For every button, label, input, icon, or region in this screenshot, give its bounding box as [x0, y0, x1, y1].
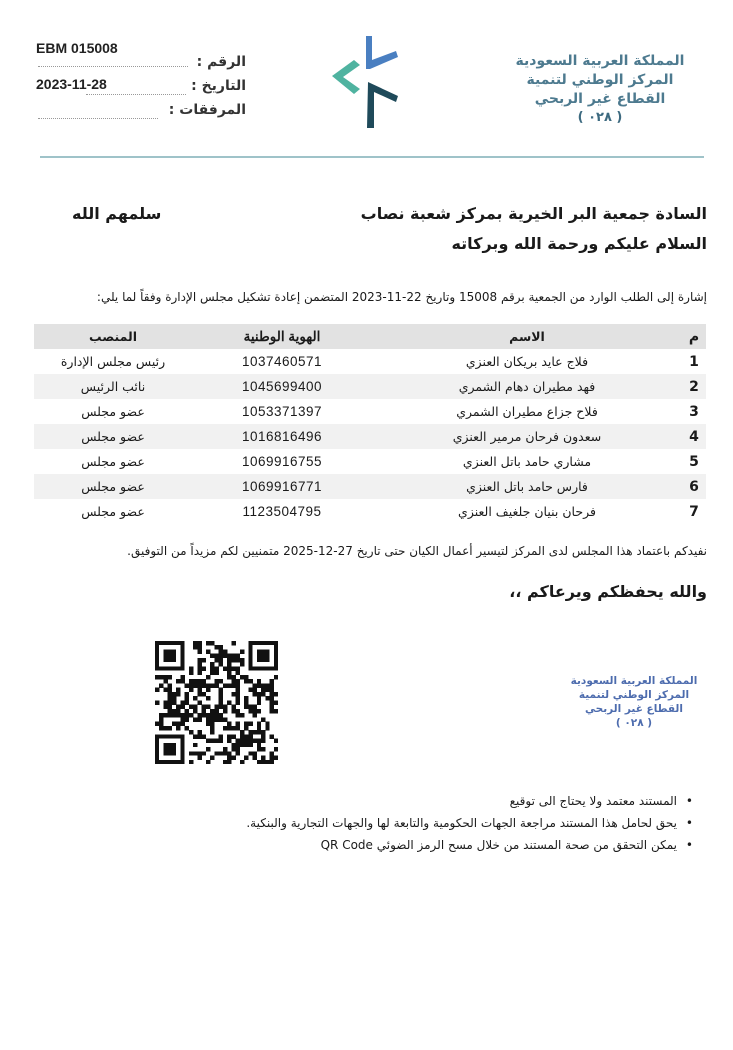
row-role: عضو مجلس [81, 404, 145, 419]
table-row [34, 399, 706, 424]
row-role: عضو مجلس [81, 504, 145, 519]
reference-number-line [36, 40, 256, 70]
org-line-country: المملكة العربية السعودية [515, 53, 685, 69]
document-notes [133, 790, 693, 856]
header-no: م [682, 324, 706, 349]
reference-date-line [36, 76, 256, 100]
row-name: مشاري حامد باتل العنزي [462, 454, 592, 469]
row-id: 1037460571 [241, 354, 323, 369]
row-id: 1069916771 [192, 474, 372, 499]
row-role: نائب الرئيس [34, 374, 192, 399]
table-row [34, 474, 706, 499]
table-row [34, 499, 706, 524]
row-name: فرحان بنيان جلغيف العنزي [458, 504, 596, 519]
table-row [34, 374, 706, 399]
list-item: • المستند معتمد ولا يحتاج الى توقيع [133, 790, 693, 812]
letter-intro: إشارة إلى الطلب الوارد من الجمعية برقم 15008 وتاريخ 22-11-2023 المتضمن إعادة تشكيل مجلس الإدارة وفقاً لما يلي: [96, 290, 707, 304]
row-id: 1123504795 [242, 504, 322, 519]
table-row [34, 449, 706, 474]
reference-number-dots [38, 66, 188, 67]
org-line-code: ( ٠٢٨ ) [577, 110, 623, 125]
row-id: 1069916755 [241, 454, 323, 469]
row-no: 2 [682, 374, 706, 399]
row-name: فارس حامد باتل العنزي [372, 474, 682, 499]
reference-number-label: الرقم : [196, 54, 246, 70]
reference-attachments-label: المرفقات : [168, 102, 246, 118]
row-name: سعدون فرحان مرمير العنزي [372, 424, 682, 449]
reference-attachments-line [36, 100, 256, 124]
reference-block [36, 40, 256, 120]
row-role: عضو مجلس [34, 474, 192, 499]
header-id: الهوية الوطنية [192, 324, 372, 349]
row-name: فلاج عايد بريكان العنزي [465, 354, 589, 369]
row-role: رئيس مجلس الإدارة [60, 354, 166, 369]
row-id: 1045699400 [192, 374, 372, 399]
reference-date-value: 2023-11-28 [36, 76, 107, 92]
header-divider [40, 156, 704, 158]
letter-honorific: سلمهم الله [72, 204, 162, 223]
letter-addressee: السادة جمعية البر الخيرية بمركز شعبة نصاب [360, 204, 707, 223]
organization-header [505, 52, 695, 127]
reference-attachments-dots [38, 118, 158, 119]
letter-closing: نفيدكم باعتماد هذا المجلس لدى المركز لتيسير أعمال الكيان حتى تاريخ 27-12-2025 متمنيين لكم مزيداً من التوفيق. [127, 544, 707, 558]
table-row [34, 349, 706, 374]
stamp-line-center: المركز الوطني لتنمية [578, 689, 690, 701]
row-role: عضو مجلس [34, 424, 192, 449]
header-role: المنصب [34, 324, 192, 349]
list-item: • يحق لحامل هذا المستند مراجعة الجهات الحكومية والتابعة لها والجهات التجارية والبنكية. [133, 812, 693, 834]
board-members-table [34, 324, 706, 524]
ncnp-logo-icon [330, 34, 404, 132]
list-item: • يمكن التحقق من صحة المستند من خلال مسح الرمز الضوئي QR Code [133, 834, 693, 856]
row-id: 1053371397 [241, 404, 323, 419]
row-no: 6 [682, 474, 706, 499]
table-header-row [34, 324, 706, 349]
stamp-line-country: المملكة العربية السعودية [570, 675, 698, 687]
header-name: الاسم [372, 324, 682, 349]
org-line-sector: القطاع غير الربحي [534, 91, 666, 107]
reference-date-dots [86, 94, 186, 95]
row-no: 1 [689, 353, 699, 370]
row-id: 1016816496 [192, 424, 372, 449]
row-name: فهد مطيران دهام الشمري [372, 374, 682, 399]
row-role: عضو مجلس [81, 454, 145, 469]
table-row [34, 424, 706, 449]
stamp-line-code: ( ٠٢٨ ) [615, 717, 653, 729]
row-no: 7 [689, 503, 699, 520]
organization-stamp [566, 674, 702, 730]
qr-code-icon [155, 641, 278, 765]
row-no: 5 [689, 453, 699, 470]
letter-greeting: السلام عليكم ورحمة الله وبركاته [451, 234, 707, 253]
letter-regards: والله يحفظكم ويرعاكم ،، [509, 582, 707, 601]
row-name: فلاح جزاع مطيران الشمري [456, 404, 598, 419]
row-no: 3 [689, 403, 699, 420]
stamp-line-sector: القطاع غير الربحي [585, 703, 683, 715]
reference-date-label: التاريخ : [191, 78, 246, 94]
row-no: 4 [682, 424, 706, 449]
reference-number-value: EBM 015008 [36, 40, 118, 56]
org-line-center: المركز الوطني لتنمية [526, 72, 674, 88]
